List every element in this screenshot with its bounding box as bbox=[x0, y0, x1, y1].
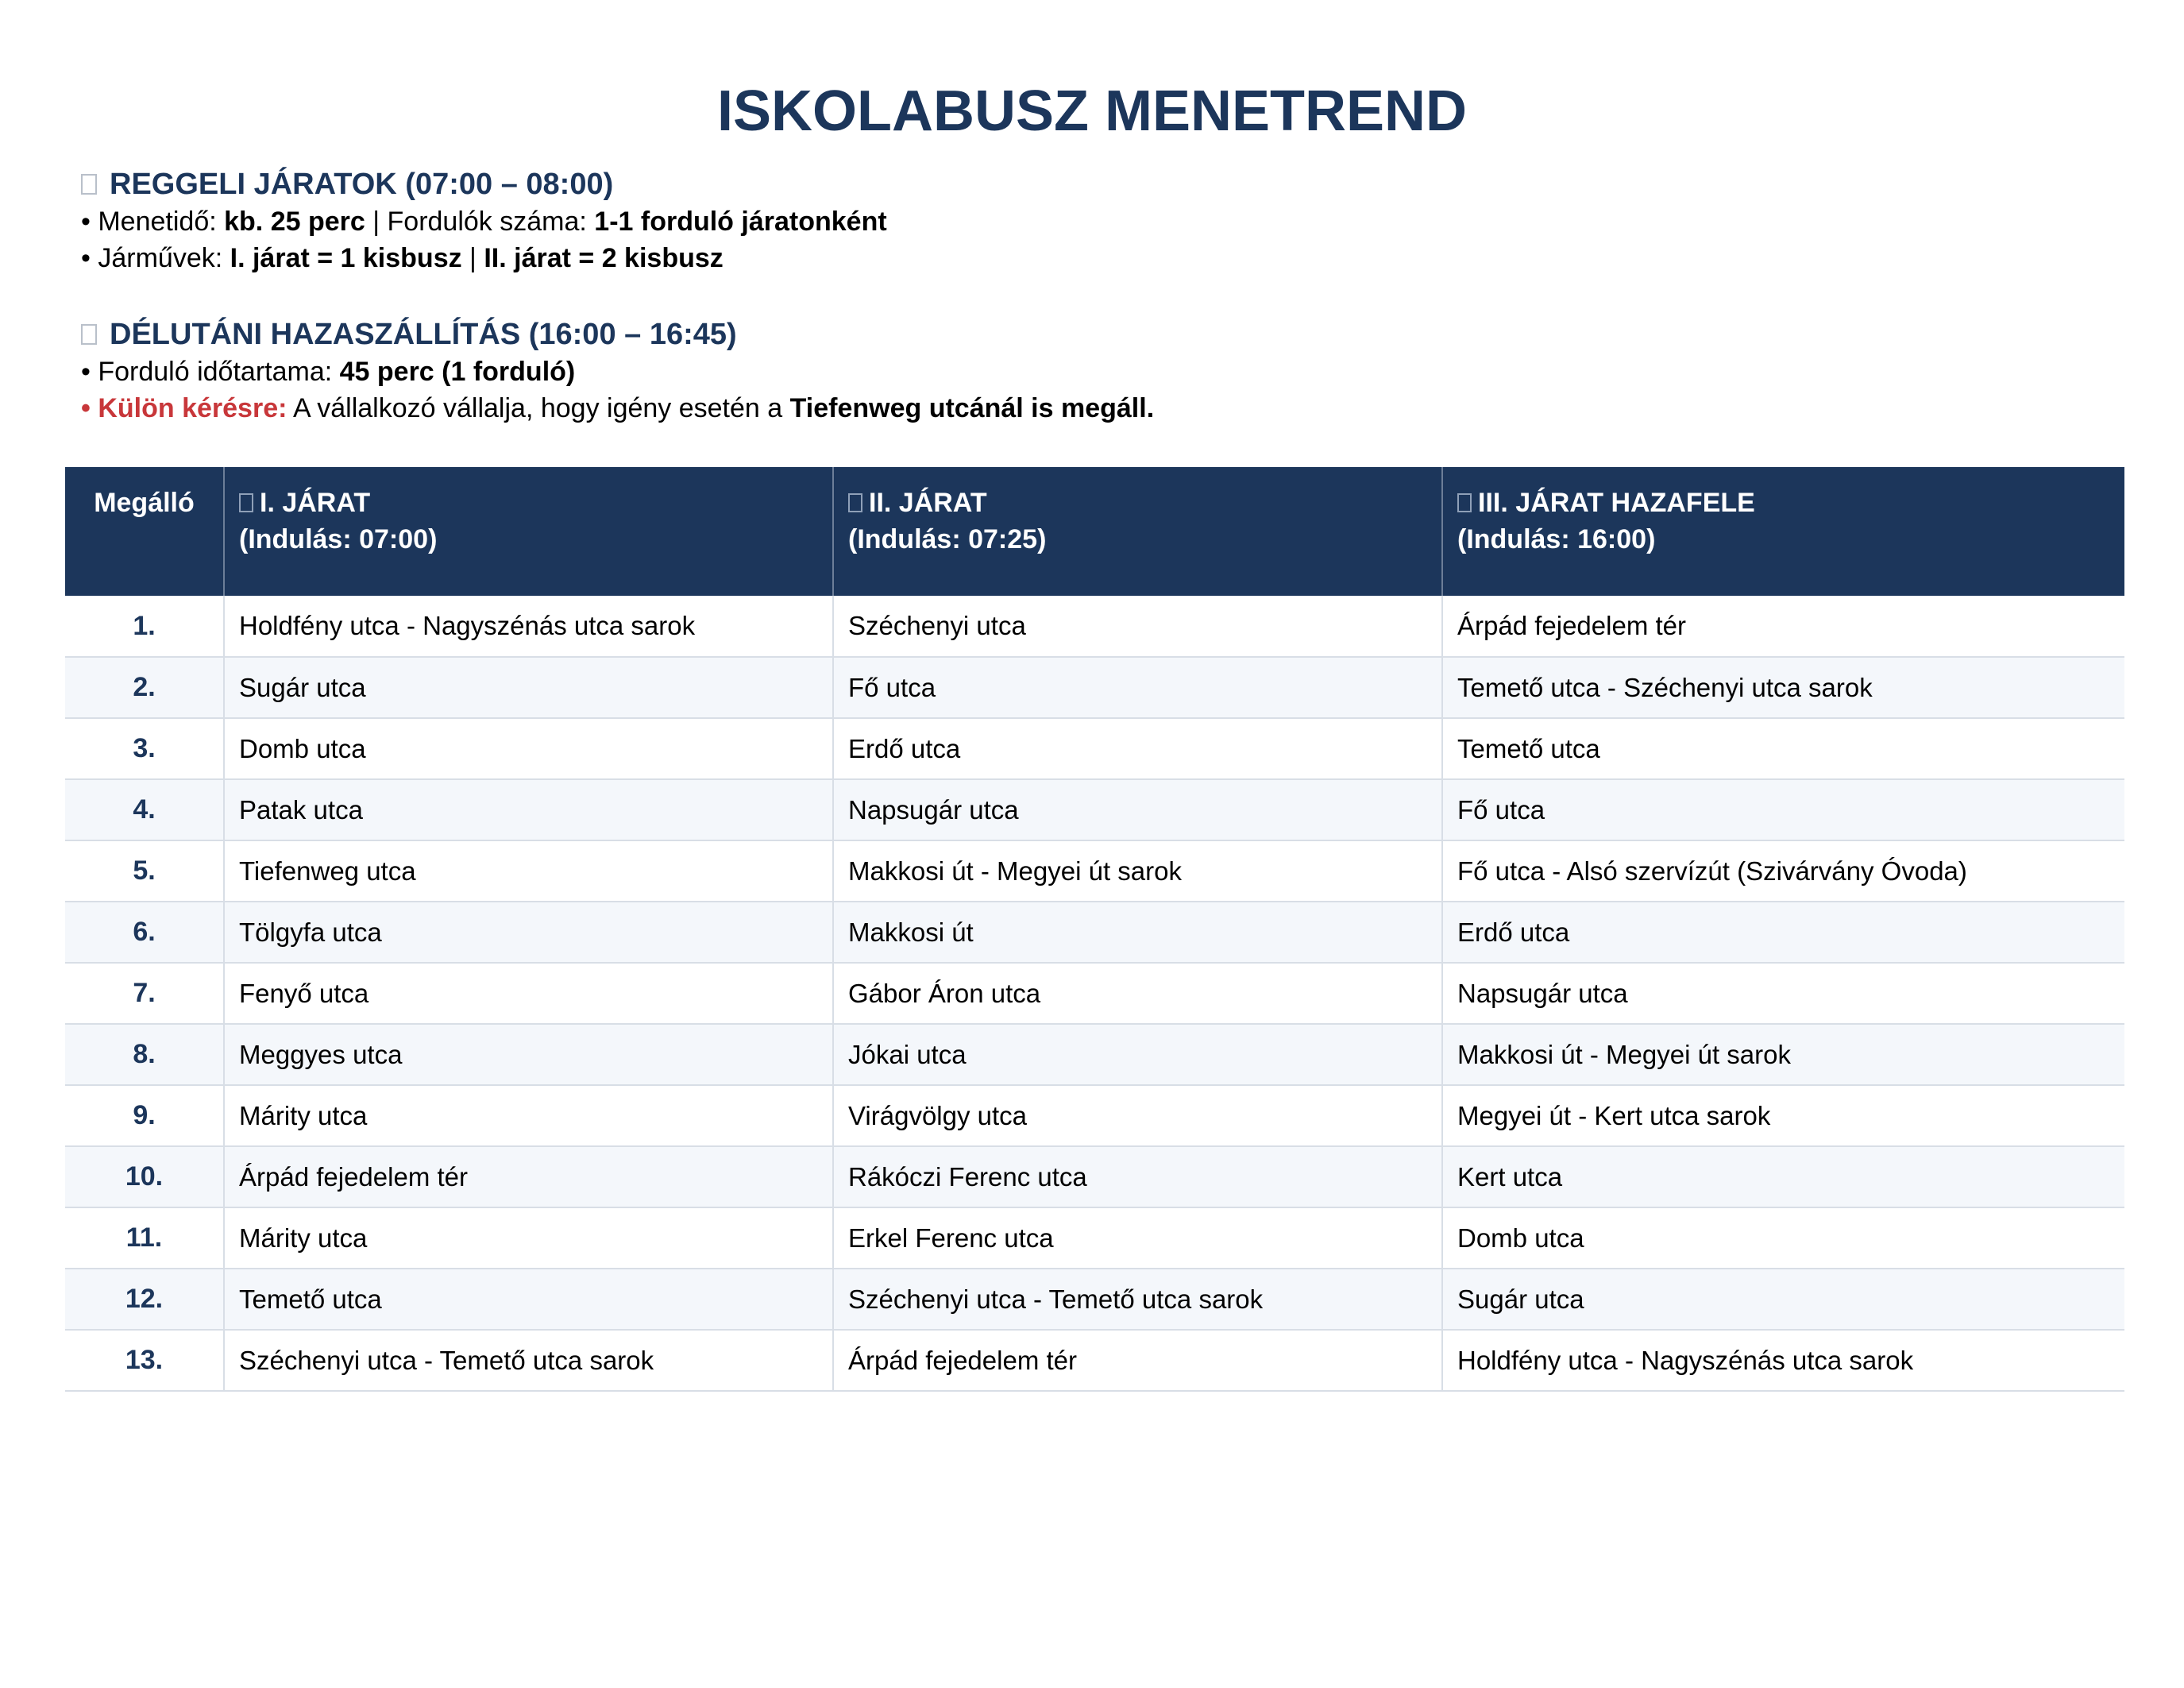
table-row bbox=[65, 840, 2124, 902]
route-3-stop: Árpád fejedelem tér bbox=[1442, 596, 2124, 657]
morning-section bbox=[81, 165, 887, 276]
header-route-2 bbox=[833, 467, 1442, 596]
vehicles-label: Járművek: bbox=[98, 243, 230, 273]
rounds-label: Fordulók száma: bbox=[387, 207, 595, 237]
stop-number: 1. bbox=[65, 596, 224, 657]
round-duration-label: Forduló időtartama: bbox=[98, 357, 340, 387]
travel-time-value: kb. 25 perc bbox=[224, 207, 365, 237]
missing-glyph-icon bbox=[81, 174, 97, 195]
morning-info-line-1 bbox=[81, 203, 887, 240]
table-row bbox=[65, 657, 2124, 718]
header-route-3-title: III. JÁRAT HAZAFELE bbox=[1478, 488, 1755, 518]
header-route-1-title: I. JÁRAT bbox=[260, 488, 371, 518]
table-row bbox=[65, 1085, 2124, 1146]
route-2-stop: Rákóczi Ferenc utca bbox=[833, 1146, 1442, 1207]
afternoon-info-line-1 bbox=[81, 353, 1154, 390]
route-2-stop: Virágvölgy utca bbox=[833, 1085, 1442, 1146]
route-3-stop: Sugár utca bbox=[1442, 1269, 2124, 1330]
table-header-row bbox=[65, 467, 2124, 596]
route-1-stop: Domb utca bbox=[224, 718, 833, 779]
header-route-3 bbox=[1442, 467, 2124, 596]
stop-number: 5. bbox=[65, 840, 224, 902]
table-row bbox=[65, 963, 2124, 1024]
header-stop-label: Megálló bbox=[94, 488, 195, 518]
table-row bbox=[65, 718, 2124, 779]
route-3-stop: Erdő utca bbox=[1442, 902, 2124, 963]
route-2-stop: Széchenyi utca bbox=[833, 596, 1442, 657]
route-2-stop: Széchenyi utca - Temető utca sarok bbox=[833, 1269, 1442, 1330]
stop-number: 9. bbox=[65, 1085, 224, 1146]
table-body bbox=[65, 596, 2124, 1391]
stop-number: 3. bbox=[65, 718, 224, 779]
route-1-stop: Patak utca bbox=[224, 779, 833, 840]
stop-number: 11. bbox=[65, 1207, 224, 1269]
route-3-stop: Fő utca - Alsó szervízút (Szivárvány Óvoda) bbox=[1442, 840, 2124, 902]
route-1-stop: Márity utca bbox=[224, 1085, 833, 1146]
table-row bbox=[65, 1024, 2124, 1085]
route-3-stop: Holdfény utca - Nagyszénás utca sarok bbox=[1442, 1330, 2124, 1391]
route-2-stop: Árpád fejedelem tér bbox=[833, 1330, 1442, 1391]
afternoon-heading-text: DÉLUTÁNI HAZASZÁLLÍTÁS (16:00 – 16:45) bbox=[110, 318, 737, 351]
page-title: ISKOLABUSZ MENETREND bbox=[716, 79, 1467, 143]
morning-info-line-2 bbox=[81, 240, 887, 276]
missing-glyph-icon bbox=[239, 493, 253, 512]
rounds-value: 1-1 forduló járatonként bbox=[594, 207, 887, 237]
route-2-stop: Napsugár utca bbox=[833, 779, 1442, 840]
afternoon-heading bbox=[81, 315, 1154, 353]
route-2-stop: Erkel Ferenc utca bbox=[833, 1207, 1442, 1269]
table-row bbox=[65, 1207, 2124, 1269]
route-3-stop: Fő utca bbox=[1442, 779, 2124, 840]
stop-number: 13. bbox=[65, 1330, 224, 1391]
round-duration-value: 45 perc (1 forduló) bbox=[339, 357, 576, 387]
route-1-stop: Árpád fejedelem tér bbox=[224, 1146, 833, 1207]
stop-number: 7. bbox=[65, 963, 224, 1024]
header-route-1-departure: (Indulás: 07:00) bbox=[239, 524, 438, 554]
route-1-stop: Márity utca bbox=[224, 1207, 833, 1269]
route-3-stop: Napsugár utca bbox=[1442, 963, 2124, 1024]
special-request-label: • Külön kérésre: bbox=[81, 393, 287, 423]
table-row bbox=[65, 1146, 2124, 1207]
route-1-stop: Holdfény utca - Nagyszénás utca sarok bbox=[224, 596, 833, 657]
missing-glyph-icon bbox=[848, 493, 862, 512]
missing-glyph-icon bbox=[81, 324, 97, 345]
afternoon-info-line-2 bbox=[81, 390, 1154, 427]
route-3-stop: Megyei út - Kert utca sarok bbox=[1442, 1085, 2124, 1146]
header-route-1 bbox=[224, 467, 833, 596]
stop-number: 2. bbox=[65, 657, 224, 718]
route-2-stop: Makkosi út bbox=[833, 902, 1442, 963]
route-1-stop: Sugár utca bbox=[224, 657, 833, 718]
route-1-stop: Tiefenweg utca bbox=[224, 840, 833, 902]
route-1-stop: Tölgyfa utca bbox=[224, 902, 833, 963]
route-3-stop: Temető utca bbox=[1442, 718, 2124, 779]
bullet: • bbox=[81, 243, 98, 273]
route-2-vehicles: II. járat = 2 kisbusz bbox=[484, 243, 723, 273]
table-row bbox=[65, 779, 2124, 840]
morning-heading-text: REGGELI JÁRATOK (07:00 – 08:00) bbox=[110, 168, 614, 201]
header-route-2-departure: (Indulás: 07:25) bbox=[848, 524, 1047, 554]
morning-heading bbox=[81, 165, 887, 203]
route-1-vehicles: I. járat = 1 kisbusz bbox=[230, 243, 462, 273]
table-row bbox=[65, 596, 2124, 657]
schedule-table bbox=[65, 467, 2124, 1392]
separator: | bbox=[365, 207, 388, 237]
route-1-stop: Fenyő utca bbox=[224, 963, 833, 1024]
missing-glyph-icon bbox=[1457, 493, 1472, 512]
route-2-stop: Erdő utca bbox=[833, 718, 1442, 779]
bullet: • bbox=[81, 207, 98, 237]
route-3-stop: Domb utca bbox=[1442, 1207, 2124, 1269]
route-3-stop: Kert utca bbox=[1442, 1146, 2124, 1207]
route-2-stop: Makkosi út - Megyei út sarok bbox=[833, 840, 1442, 902]
table-row bbox=[65, 1269, 2124, 1330]
route-3-stop: Makkosi út - Megyei út sarok bbox=[1442, 1024, 2124, 1085]
table-row bbox=[65, 1330, 2124, 1391]
special-request-value: Tiefenweg utcánál is megáll. bbox=[789, 393, 1155, 423]
route-1-stop: Meggyes utca bbox=[224, 1024, 833, 1085]
stop-number: 12. bbox=[65, 1269, 224, 1330]
route-2-stop: Fő utca bbox=[833, 657, 1442, 718]
stop-number: 8. bbox=[65, 1024, 224, 1085]
header-stop bbox=[65, 467, 224, 596]
route-2-stop: Jókai utca bbox=[833, 1024, 1442, 1085]
special-request-text: A vállalkozó vállalja, hogy igény esetén a bbox=[287, 393, 790, 423]
header-route-3-departure: (Indulás: 16:00) bbox=[1457, 524, 1656, 554]
route-2-stop: Gábor Áron utca bbox=[833, 963, 1442, 1024]
separator: | bbox=[461, 243, 484, 273]
route-1-stop: Temető utca bbox=[224, 1269, 833, 1330]
stop-number: 10. bbox=[65, 1146, 224, 1207]
header-route-2-title: II. JÁRAT bbox=[869, 488, 987, 518]
afternoon-section bbox=[81, 315, 1154, 427]
table-row bbox=[65, 902, 2124, 963]
stop-number: 6. bbox=[65, 902, 224, 963]
route-1-stop: Széchenyi utca - Temető utca sarok bbox=[224, 1330, 833, 1391]
stop-number: 4. bbox=[65, 779, 224, 840]
bullet: • bbox=[81, 357, 98, 387]
travel-time-label: Menetidő: bbox=[98, 207, 225, 237]
route-3-stop: Temető utca - Széchenyi utca sarok bbox=[1442, 657, 2124, 718]
